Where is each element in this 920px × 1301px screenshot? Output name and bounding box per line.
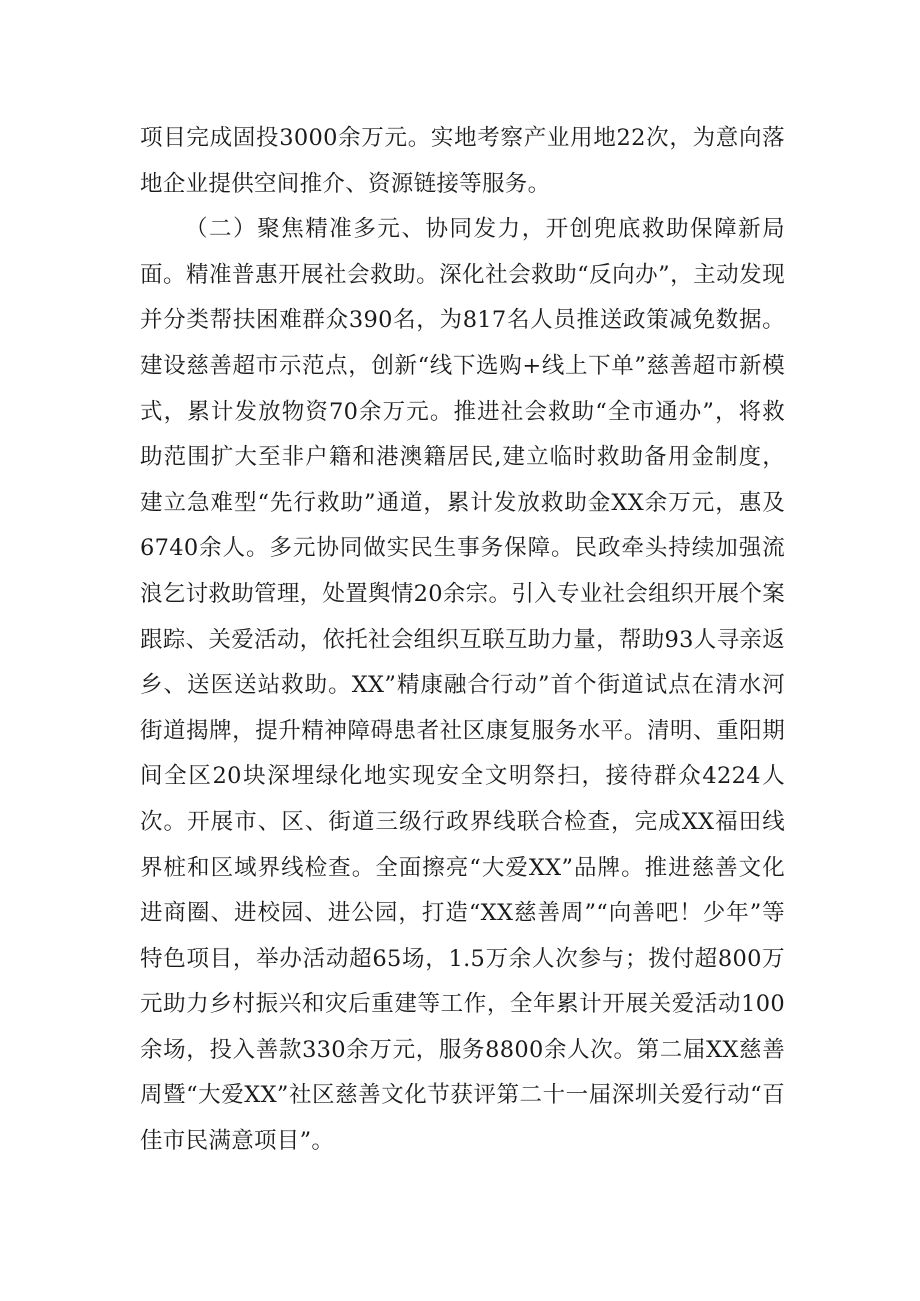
paragraph-continuation: 项目完成固投3000余万元。实地考察产业用地22次，为意向落地企业提供空间推介、资源链接等服务。 [140, 125, 785, 197]
paragraph-section-two: （二）聚焦精准多元、协同发力，开创兜底救助保障新局面。精准普惠开展社会救助。深化社会救助“反向办”，主动发现并分类帮扶困难群众390名，为817名人员推送政策减免数据。建设慈善超市示范点，创新“线下选购+线上下单”慈善超市新模式，累计发放物资70余万元。推进社会救助“全市通办”，将救助范围扩大至非户籍和港澳籍居民,建立临时救助备用金制度，建立急难型“先行救助”通道，累计发放救助金XX余万元，惠及6740余人。多元协同做实民生事务保障。民政牵头持续加强流浪乞讨救助管理，处置舆情20余宗。引入专业社会组织开展个案跟踪、关爱活动，依托社会组织互联互助力量，帮助93人寻亲返乡、送医送站救助。XX”精康融合行动”首个街道试点在清水河街道揭牌，提升精神障碍患者社区康复服务水平。清明、重阳期间全区20块深埋绿化地实现安全文明祭扫，接待群众4224人次。开展市、区、街道三级行政界线联合检查，完成XX福田线界桩和区域界线检查。全面擦亮“大爱XX”品牌。推进慈善文化进商圈、进校园、进公园，打造“XX慈善周”“向善吧！少年”等特色项目，举办活动超65场，1.5万余人次参与；拨付超800万元助力乡村振兴和灾后重建等工作，全年累计开展关爱活动100余场，投入善款330余万元，服务8800余人次。第二届XX慈善周暨“大爱XX”社区慈善文化节获评第二十一届深圳关爱行动“百佳市民满意项目”。 [140, 216, 785, 1155]
document-body [140, 116, 785, 1165]
